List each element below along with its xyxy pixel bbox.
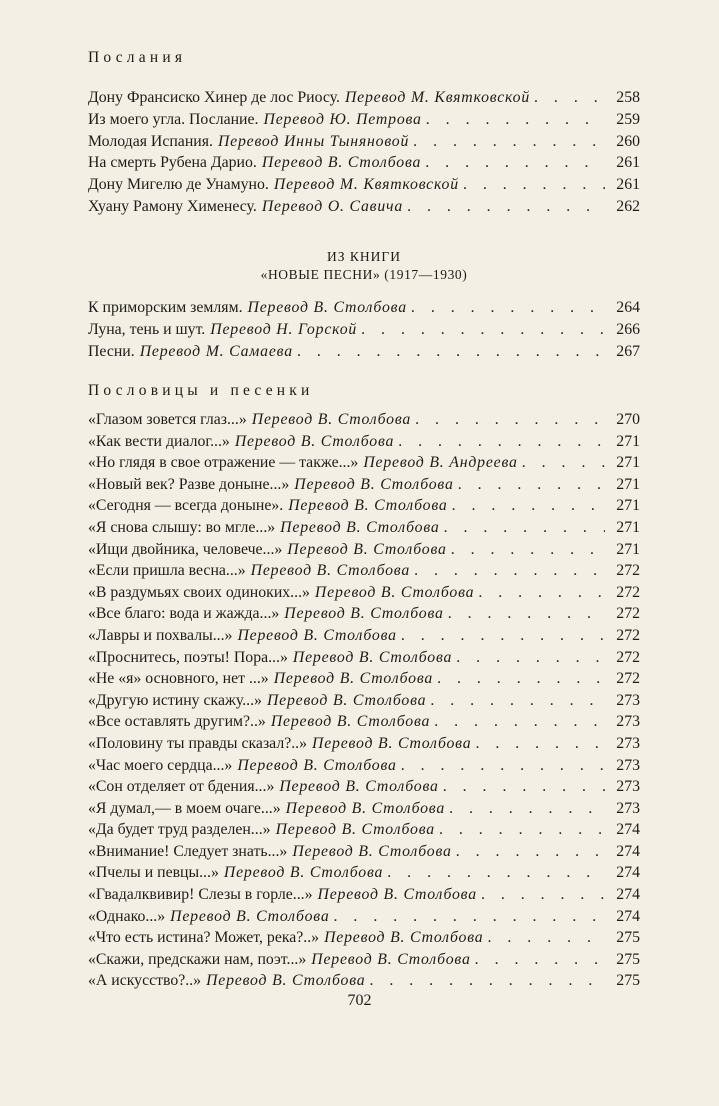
entry-title: Песни. (88, 342, 135, 360)
entry-title: «Новый век? Разве доныне...» (88, 475, 290, 493)
dot-leader (426, 109, 605, 131)
entry-page: 272 (616, 648, 640, 666)
entry-page: 275 (616, 972, 640, 990)
toc-entry (88, 776, 640, 798)
dot-leader (434, 711, 605, 733)
dot-leader (407, 196, 605, 218)
entry-title: «Я снова слышу: во мгле...» (88, 518, 276, 536)
entry-translator: Перевод Ю. Петрова (263, 110, 422, 128)
dot-leader (452, 495, 605, 517)
entry-title: «Не «я» основного, нет ...» (88, 670, 269, 688)
entry-page: 273 (616, 713, 640, 731)
dot-leader (415, 409, 605, 431)
entry-translator: Перевод В. Столбова (292, 842, 452, 860)
toc-entry (88, 297, 640, 319)
entry-page: 272 (616, 605, 640, 623)
toc-entry (88, 884, 640, 906)
entry-translator: Перевод В. Столбова (261, 154, 422, 172)
dot-leader (334, 906, 605, 928)
toc-entry (88, 174, 640, 196)
entry-translator: Перевод В. Столбова (206, 972, 366, 990)
entry-page: 273 (616, 734, 640, 752)
entry-title: «Сегодня — всегда доныне». (88, 497, 284, 515)
entry-title: «Час моего сердца...» (88, 756, 233, 774)
entry-page: 273 (616, 799, 640, 817)
dot-leader (488, 927, 606, 949)
entry-title: «Гвадалквивир! Слезы в горле...» (88, 886, 313, 904)
entry-page: 261 (616, 176, 640, 194)
toc-entry (88, 196, 640, 218)
dot-leader (437, 668, 605, 690)
entry-title: Молодая Испания. (88, 132, 213, 150)
dot-leader (475, 949, 605, 971)
toc-entry (88, 517, 640, 539)
toc-list-book (88, 297, 640, 362)
entry-page: 266 (616, 320, 640, 338)
toc-entry (88, 495, 640, 517)
toc-entry (88, 668, 640, 690)
dot-leader (458, 474, 605, 496)
entry-translator: Перевод В. Столбова (280, 518, 440, 536)
entry-page: 274 (616, 821, 640, 839)
entry-title: «Как вести диалог...» (88, 432, 230, 450)
entry-page: 271 (616, 540, 640, 558)
entry-translator: Перевод В. Столбова (275, 821, 435, 839)
toc-entry (88, 341, 640, 363)
book-heading-line2: «НОВЫЕ ПЕСНИ» (1917—1930) (260, 267, 468, 282)
entry-translator: Перевод В. Столбова (273, 670, 434, 688)
entry-page: 272 (616, 562, 640, 580)
entry-title: «Лавры и похвалы...» (88, 626, 233, 644)
entry-translator: Перевод Инны Тыняновой (217, 132, 410, 150)
dot-leader (451, 539, 605, 561)
entry-title: Хуану Рамону Хименесу. (88, 197, 257, 215)
dot-leader (478, 582, 605, 604)
entry-title: «Проснитесь, поэты! Пора...» (88, 648, 288, 666)
toc-entry (88, 755, 640, 777)
dot-leader (361, 319, 605, 341)
entry-translator: Перевод В. Столбова (247, 299, 407, 316)
toc-entry (88, 711, 640, 733)
entry-translator: Перевод В. Андреева (363, 454, 518, 472)
dot-leader (387, 862, 605, 884)
entry-page: 272 (616, 670, 640, 688)
entry-title: К приморским землям. (88, 299, 243, 316)
toc-entry (88, 647, 640, 669)
dot-leader (463, 174, 605, 196)
entry-translator: Перевод В. Столбова (270, 713, 431, 731)
entry-title: «А искусство?..» (88, 972, 202, 990)
entry-page: 271 (616, 518, 640, 536)
entry-title: «Если пришла весна...» (88, 562, 246, 580)
entry-title: «Глазом зовется глаз...» (88, 411, 247, 428)
dot-leader (369, 970, 605, 992)
entry-page: 275 (616, 929, 640, 947)
entry-page: 261 (616, 154, 640, 172)
entry-title: «Скажи, предскажи нам, поэт...» (88, 950, 307, 968)
dot-leader (522, 452, 605, 474)
entry-page: 270 (616, 411, 640, 428)
entry-title: «Я думал,— в моем очаге...» (88, 799, 281, 817)
entry-page: 273 (616, 691, 640, 709)
dot-leader (481, 884, 605, 906)
entry-translator: Перевод В. Столбова (288, 497, 448, 515)
entry-title: Дону Франсиско Хинер де лос Риосу. (88, 89, 340, 106)
toc-entry (88, 798, 640, 820)
entry-page: 273 (616, 756, 640, 774)
section-heading-proverbs: Пословицы и песенки (88, 382, 314, 399)
entry-title: Из моего угла. Послание. (88, 110, 259, 128)
entry-translator: Перевод В. Столбова (237, 756, 397, 774)
entry-title: «В раздумьях своих одиноких...» (88, 583, 310, 601)
toc-entry (88, 841, 640, 863)
toc-entry (88, 862, 640, 884)
entry-translator: Перевод О. Савича (261, 197, 404, 215)
entry-page: 267 (616, 342, 640, 360)
toc-entry (88, 970, 640, 992)
toc-list-poslania (88, 87, 640, 218)
toc-entry (88, 87, 640, 109)
entry-translator: Перевод В. Столбова (223, 864, 384, 882)
dot-leader (443, 776, 605, 798)
dot-leader (439, 819, 605, 841)
entry-translator: Перевод М. Самаева (139, 342, 293, 360)
entry-translator: Перевод В. Столбова (284, 605, 444, 623)
entry-title: «Сон отделяет от бдения...» (88, 778, 275, 796)
dot-leader (534, 87, 605, 109)
entry-translator: Перевод В. Столбова (234, 432, 395, 450)
entry-page: 272 (616, 583, 640, 601)
toc-entry (88, 452, 640, 474)
entry-translator: Перевод В. Столбова (292, 648, 453, 666)
entry-page: 271 (616, 432, 640, 450)
entry-translator: Перевод Н. Горской (210, 320, 358, 338)
toc-entry (88, 582, 640, 604)
dot-leader (398, 431, 605, 453)
entry-title: Луна, тень и шут. (88, 320, 206, 338)
toc-entry (88, 819, 640, 841)
entry-translator: Перевод М. Квятковской (273, 176, 459, 194)
entry-title: «Все оставлять другим?..» (88, 713, 266, 731)
entry-translator: Перевод В. Столбова (311, 950, 471, 968)
toc-entry (88, 152, 640, 174)
entry-translator: Перевод В. Столбова (285, 799, 446, 817)
entry-title: «Пчелы и певцы...» (88, 864, 219, 882)
entry-page: 259 (616, 110, 640, 128)
entry-title: «Да будет труд разделен...» (88, 821, 271, 839)
entry-title: Дону Мигелю де Унамуно. (88, 176, 269, 194)
entry-page: 274 (616, 842, 640, 860)
book-heading (88, 248, 640, 284)
toc-entry (88, 733, 640, 755)
toc-entry (88, 625, 640, 647)
dot-leader (456, 647, 605, 669)
entry-translator: Перевод В. Столбова (251, 411, 412, 428)
entry-page: 274 (616, 886, 640, 904)
dot-leader (297, 341, 605, 363)
dot-leader (401, 755, 605, 777)
entry-page: 271 (616, 454, 640, 472)
toc-list-proverbs (88, 409, 640, 992)
toc-entry (88, 539, 640, 561)
section-heading-poslania: Послания (88, 49, 187, 66)
toc-entry (88, 927, 640, 949)
toc-entry (88, 131, 640, 153)
entry-translator: Перевод В. Столбова (314, 583, 475, 601)
entry-page: 260 (616, 132, 640, 150)
entry-title: «Что есть истина? Может, река?..» (88, 929, 320, 947)
toc-entry (88, 690, 640, 712)
toc-entry (88, 949, 640, 971)
entry-title: «Половину ты правды сказал?..» (88, 734, 308, 752)
entry-translator: Перевод М. Квятковской (344, 89, 531, 106)
dot-leader (425, 152, 605, 174)
toc-entry (88, 603, 640, 625)
toc-entry (88, 560, 640, 582)
entry-page: 274 (616, 907, 640, 925)
entry-translator: Перевод В. Столбова (287, 540, 447, 558)
entry-title: «Ищи двойника, человече...» (88, 540, 283, 558)
entry-translator: Перевод В. Столбова (250, 562, 411, 580)
entry-translator: Перевод В. Столбова (294, 475, 454, 493)
entry-page: 271 (616, 475, 640, 493)
toc-entry (88, 409, 640, 431)
entry-title: «Внимание! Следует знать...» (88, 842, 288, 860)
entry-translator: Перевод В. Столбова (317, 886, 477, 904)
dot-leader (401, 625, 605, 647)
entry-translator: Перевод В. Столбова (312, 734, 472, 752)
toc-entry (88, 109, 640, 131)
entry-title: «Однако...» (88, 907, 166, 925)
toc-entry (88, 431, 640, 453)
dot-leader (444, 517, 605, 539)
dot-leader (430, 690, 605, 712)
entry-page: 262 (616, 197, 640, 215)
entry-translator: Перевод В. Столбова (324, 929, 484, 947)
entry-title: «Другую истину скажу...» (88, 691, 262, 709)
toc-entry (88, 906, 640, 928)
dot-leader (413, 131, 605, 153)
dot-leader (456, 841, 605, 863)
entry-page: 271 (616, 497, 640, 515)
dot-leader (449, 798, 605, 820)
page-number: 702 (347, 992, 372, 1009)
entry-translator: Перевод В. Столбова (170, 907, 330, 925)
book-heading-line1: ИЗ КНИГИ (327, 249, 401, 264)
entry-page: 258 (616, 89, 640, 106)
entry-translator: Перевод В. Столбова (266, 691, 427, 709)
dot-leader (414, 560, 605, 582)
toc-entry (88, 474, 640, 496)
dot-leader (411, 297, 605, 319)
entry-page: 275 (616, 950, 640, 968)
entry-page: 264 (616, 299, 640, 316)
entry-title: «Все благо: вода и жажда...» (88, 605, 280, 623)
dot-leader (448, 603, 605, 625)
entry-translator: Перевод В. Столбова (279, 778, 439, 796)
toc-entry (88, 319, 640, 341)
entry-page: 274 (616, 864, 640, 882)
entry-page: 272 (616, 626, 640, 644)
entry-page: 273 (616, 778, 640, 796)
entry-translator: Перевод В. Столбова (237, 626, 397, 644)
entry-title: «Но глядя в свое отражение — также...» (88, 454, 359, 472)
dot-leader (475, 733, 605, 755)
entry-title: На смерть Рубена Дарио. (88, 154, 257, 172)
